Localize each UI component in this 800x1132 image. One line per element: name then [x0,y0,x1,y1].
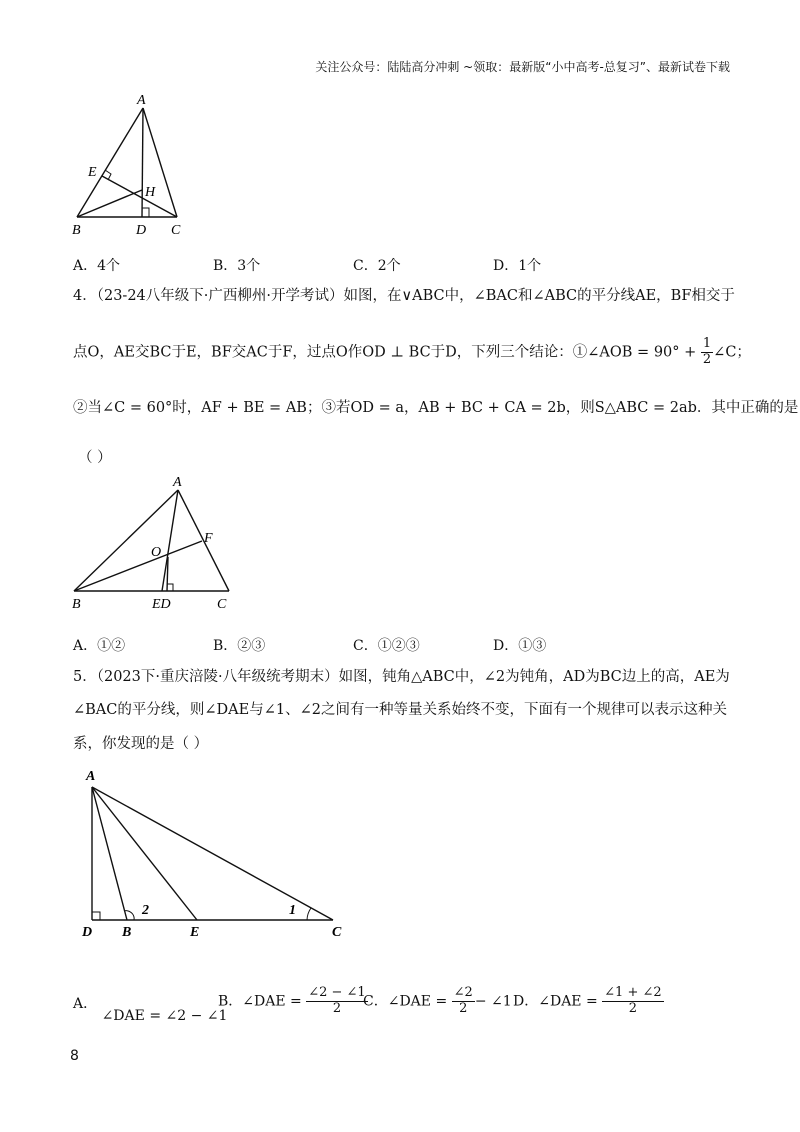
q5-line-2: ∠BAC的平分线，则∠DAE与∠1、∠2之间有一种等量关系始终不变，下面有一个规律可以表示这种关 [73,702,727,718]
q3-option-d[interactable]: D．1个 [493,258,542,274]
q5-line-3: 系，你发现的是（ ） [73,736,209,752]
q3-option-a[interactable]: A．4个 [73,258,121,274]
q5-option-d[interactable]: D．∠DAE = $\frac{\angle 1 + \angle 2}{2}$ [513,985,662,1016]
q4-fraction-half: $\frac{1}{2}$ [702,336,712,367]
fig2-label-f: F [204,531,213,546]
page-number: 8 [70,1048,79,1064]
q4-option-c[interactable]: C．①②③ [353,638,420,654]
q5-option-b[interactable]: B．∠DAE = $\frac{\angle 2 - \angle 1}{2}$ [218,985,366,1016]
fig2-label-o: O [151,545,162,560]
q4-option-b[interactable]: B．②③ [213,638,266,654]
fig1-label-b: B [72,223,81,238]
fig1-label-a: A [137,93,146,108]
q4-line-2: 点O，AE交BC于E，BF交AC于F，过点O作OD ⊥ BC于D，下列三个结论：①∠AOB = 90° + $\frac{1}{2}$ ∠C； [73,336,751,367]
fig3-label-d: D [82,925,93,940]
fig3-label-a: A [86,769,96,784]
fig1-label-d: D [136,223,147,238]
fig3-label-c: C [332,925,342,940]
q4-line-3: ②当∠C = 60°时，AF + BE = AB；③若OD = a，AB + BC + CA = 2b，则S△ABC = 2ab．其中正确的是 [73,400,799,416]
q5-option-a[interactable]: A． ∠DAE = ∠2 − ∠1 [73,996,228,1024]
fig1-label-e: E [88,165,97,180]
q3-option-b[interactable]: B．3个 [213,258,261,274]
q4-answer-paren: （ ） [78,450,112,466]
q5-line-1: 5．（2023下·重庆涪陵·八年级统考期末）如图，钝角△ABC中，∠2为钝角，AD为BC边上的高，AE为 [73,669,730,685]
figure-1-triangle [60,90,200,240]
q5-option-c[interactable]: C．∠DAE = $\frac{\angle 2}{2}$ − ∠1 [363,985,512,1016]
fig3-label-1: 1 [289,903,296,918]
figure-3-triangle [75,762,355,942]
fig1-label-c: C [171,223,181,238]
q4-option-d[interactable]: D．①③ [493,638,547,654]
fig1-label-h: H [145,185,156,200]
fig3-label-b: B [122,925,132,940]
q4-option-a[interactable]: A．①② [73,638,126,654]
page-header: 关注公众号：陆陆高分冲刺 ~领取：最新版“小中高考-总复习”、最新试卷下载 [315,60,730,74]
q3-option-c[interactable]: C．2个 [353,258,401,274]
fig2-label-b: B [72,597,81,612]
fig3-label-e: E [190,925,200,940]
fig2-label-a: A [173,475,182,490]
fig2-label-ed: ED [152,597,171,612]
fig2-label-c: C [217,597,227,612]
fig3-label-2: 2 [142,903,149,918]
q4-line-1: 4．（23-24八年级下·广西柳州·开学考试）如图，在∨ABC中，∠BAC和∠ABC的平分线AE，BF相交于 [73,288,735,304]
figure-2-triangle [65,472,245,614]
